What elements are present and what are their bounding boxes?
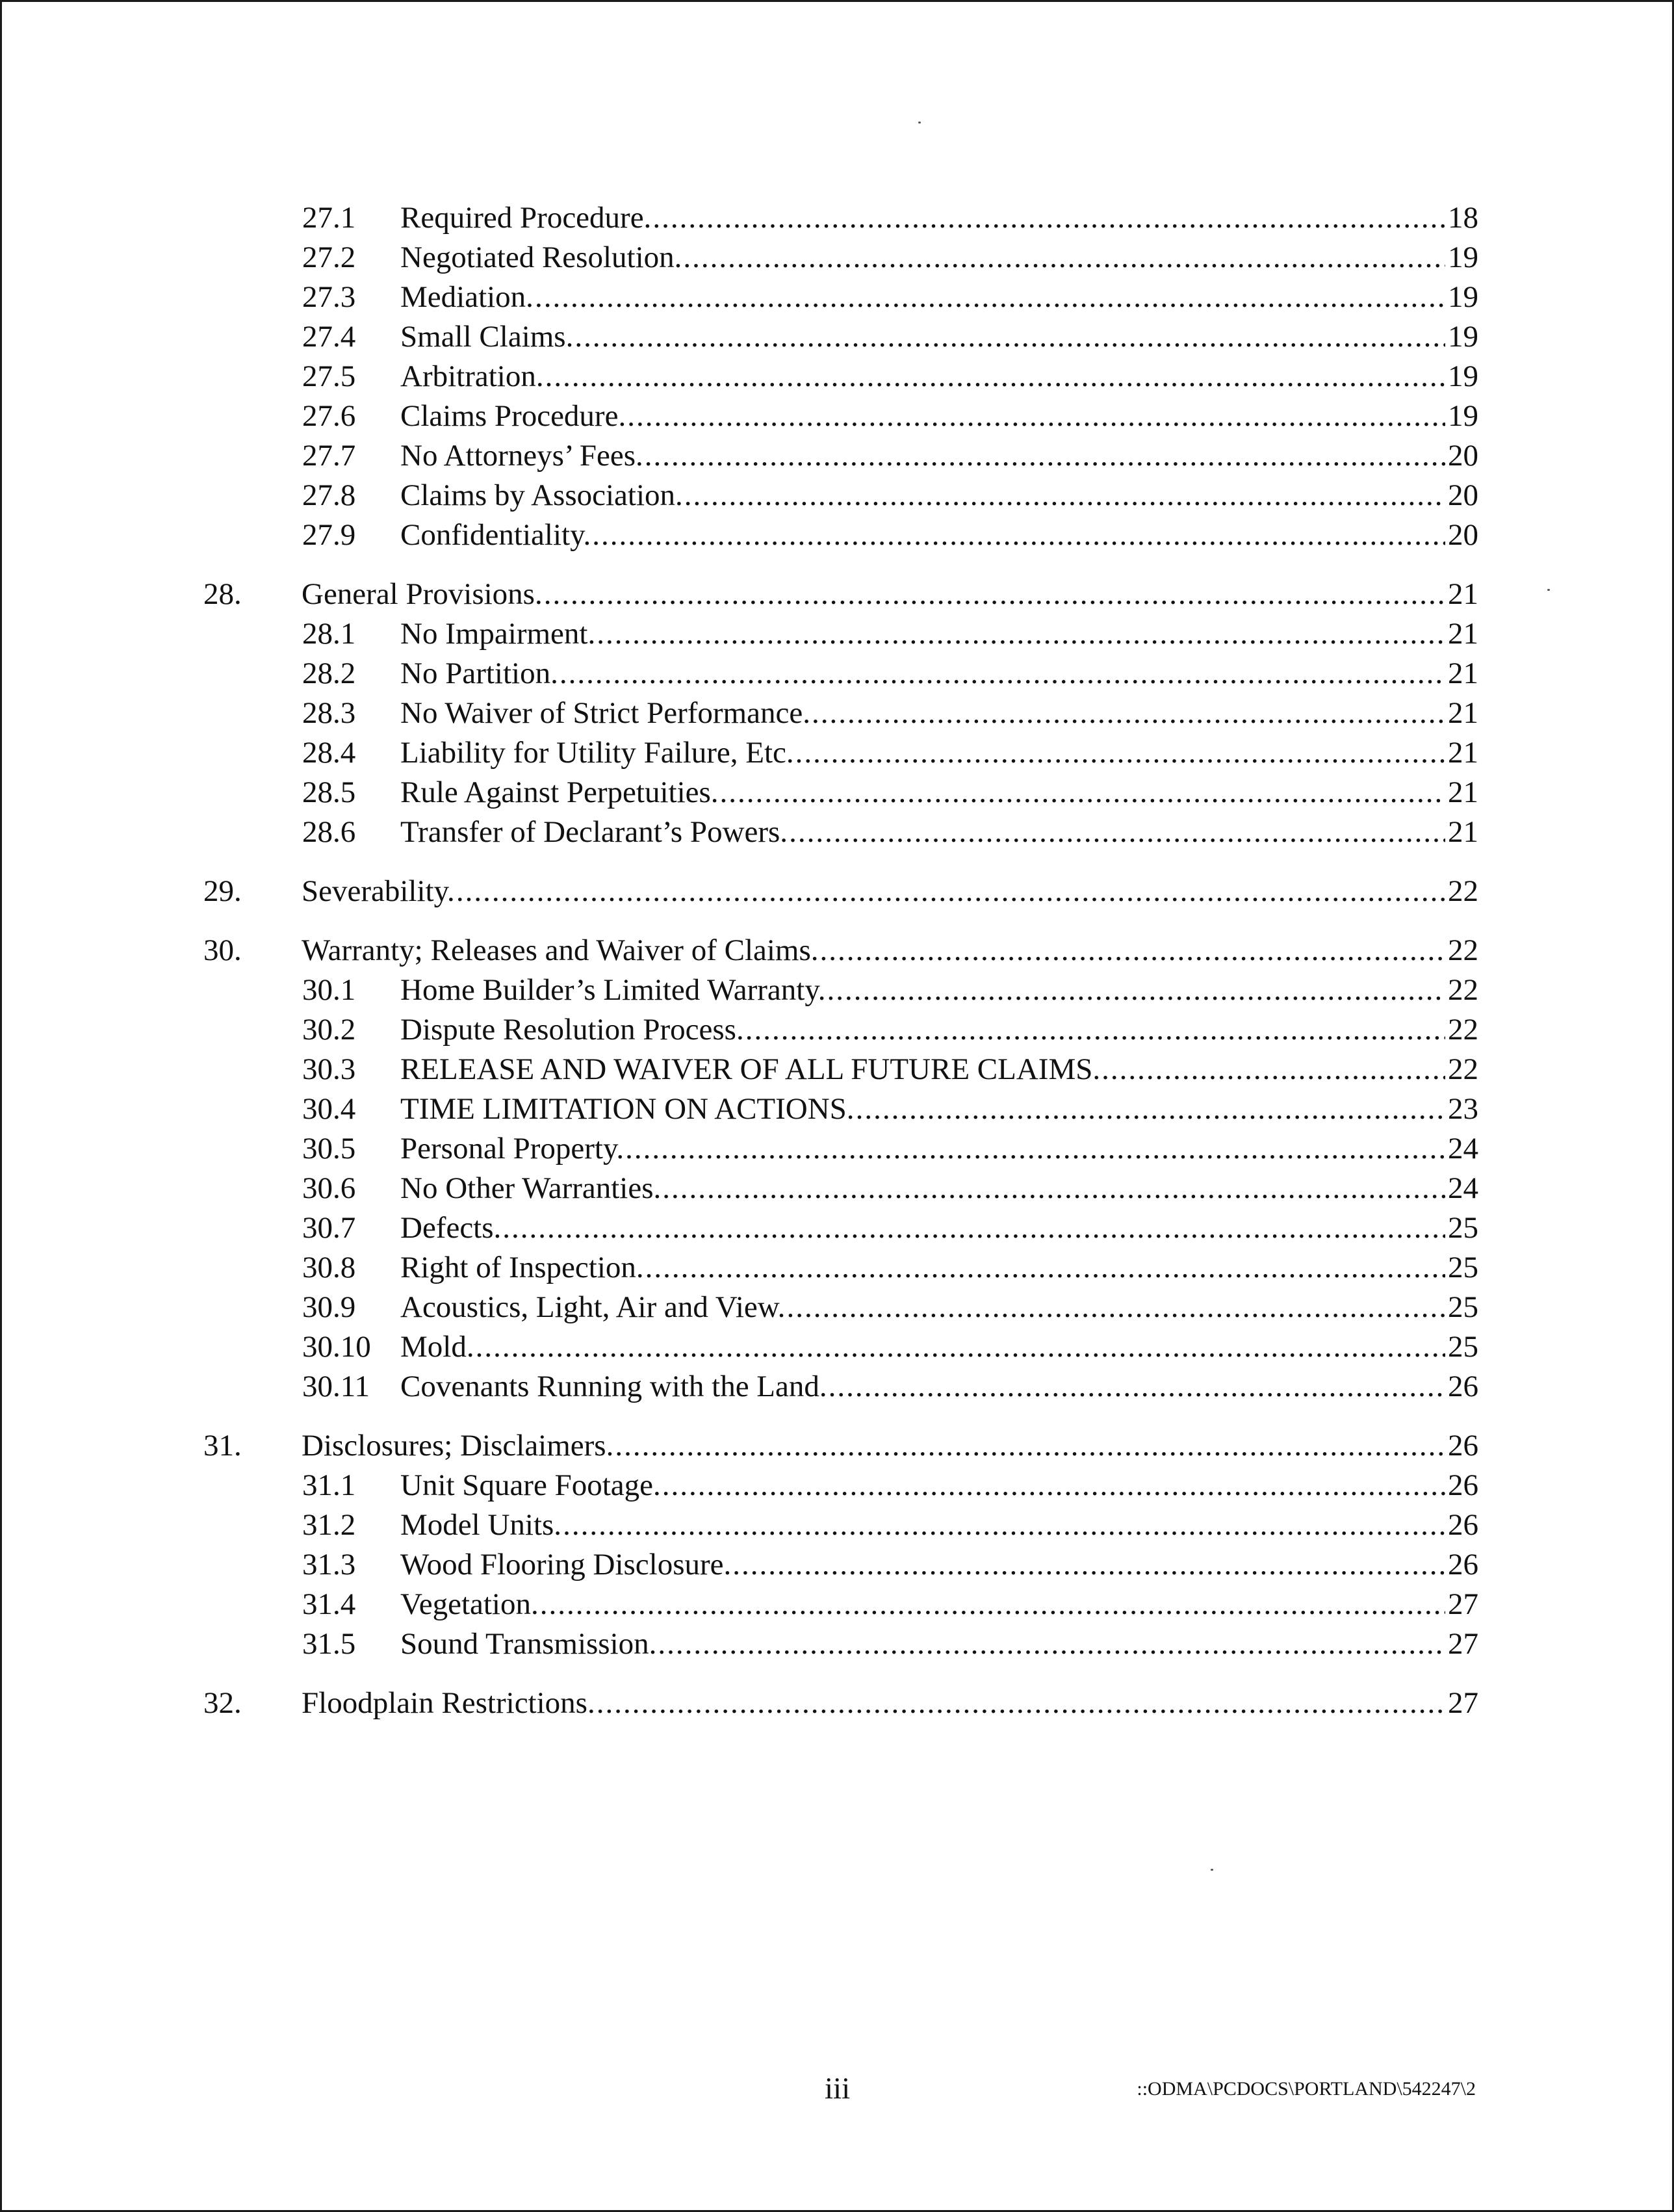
toc-entry-number: 27.6 [302,399,356,433]
toc-entry-page-number: 19 [1448,280,1478,314]
dot-leader [645,436,1445,476]
footer-document-path: ::ODMA\PCDOCS\PORTLAND\542247\2 [1137,2078,1476,2100]
toc-entry-leader-line [302,1426,1478,1466]
toc-entry-page-number: 21 [1448,815,1478,849]
toc-subsection-entry [2,773,1674,813]
toc-entry-title: Warranty; Releases and Waiver of Claims. [302,933,819,967]
toc-entry-number: 31.3 [302,1548,356,1581]
toc-entry-page-number: 19 [1448,399,1478,433]
toc-subsection-entry [2,198,1674,238]
toc-entry-title: General Provisions. [302,577,543,611]
dot-leader [827,970,1445,1010]
toc-section-entry [2,931,1674,970]
toc-entry-page-number: 24 [1448,1171,1478,1205]
toc-entry-title: Covenants Running with the Land. [400,1370,827,1403]
toc-entry-number: 27.5 [302,359,356,393]
toc-entry-leader-line [400,1288,1478,1327]
toc-entry-page-number: 22 [1448,1052,1478,1086]
toc-entry-page-number: 22 [1448,1013,1478,1047]
toc-section [2,872,1674,911]
toc-entry-page-number: 26 [1448,1548,1478,1581]
toc-section-entry [2,1426,1674,1466]
toc-entry-number: 31.1 [302,1468,356,1502]
toc-entry-number: 30.11 [302,1370,370,1403]
dot-leader [820,931,1445,970]
toc-entry-title: Unit Square Footage. [400,1468,661,1502]
toc-entry-title: Disclosures; Disclaimers. [302,1429,614,1463]
toc-entry-page-number: 27 [1448,1627,1478,1661]
toc-entry-number: 28. [203,577,242,611]
dot-leader [597,614,1445,654]
toc-entry-page-number: 27 [1448,1686,1478,1720]
toc-subsection-entry [2,1624,1674,1664]
toc-entry-page-number: 22 [1448,973,1478,1007]
toc-entry-title: Wood Flooring Disclosure. [400,1548,732,1581]
toc-subsection-entry [2,1169,1674,1208]
toc-entry-leader-line [400,1129,1478,1169]
toc-entry-number: 27.4 [302,320,356,354]
dot-leader [545,357,1445,397]
dot-leader [789,813,1445,852]
toc-entry-leader-line [302,575,1478,614]
toc-entry-page-number: 21 [1448,736,1478,770]
toc-entry-page-number: 25 [1448,1211,1478,1245]
toc-entry-number: 28.5 [302,775,356,809]
toc-entry-page-number: 26 [1448,1370,1478,1403]
toc-section [2,198,1674,555]
toc-entry-number: 30.8 [302,1251,356,1284]
toc-entry-title: No Attorneys’ Fees. [400,439,643,473]
toc-section [2,1684,1674,1723]
toc-entry-title: No Impairment. [400,617,596,651]
toc-entry-page-number: 21 [1448,696,1478,730]
dot-leader [502,1208,1445,1248]
dot-leader [652,198,1445,238]
toc-subsection-entry [2,1585,1674,1624]
toc-entry-leader-line [400,773,1478,813]
dot-leader [615,1426,1445,1466]
toc-entry-number: 28.4 [302,736,356,770]
toc-entry-number: 27.7 [302,439,356,473]
toc-entry-page-number: 26 [1448,1429,1478,1463]
dot-leader [535,278,1445,317]
toc-entry-page-number: 19 [1448,241,1478,274]
toc-entry-leader-line [400,198,1478,238]
toc-entry-number: 31.5 [302,1627,356,1661]
toc-entry-page-number: 23 [1448,1092,1478,1126]
dot-leader [645,1248,1445,1288]
toc-entry-number: 27.9 [302,518,356,552]
toc-entry-number: 30.4 [302,1092,356,1126]
toc-subsection-entry [2,1129,1674,1169]
toc-entry-leader-line [400,436,1478,476]
toc-entry-number: 30. [203,933,242,967]
dot-leader [786,1288,1445,1327]
toc-entry-title: Right of Inspection. [400,1251,644,1284]
toc-entry-number: 27.2 [302,241,356,274]
dot-leader [745,1010,1445,1050]
toc-entry-leader-line [400,278,1478,317]
toc-subsection-entry [2,1288,1674,1327]
toc-entry-number: 30.5 [302,1132,356,1165]
dot-leader [574,317,1445,357]
dot-leader [829,1367,1445,1407]
toc-entry-leader-line [400,1089,1478,1129]
toc-entry-number: 30.9 [302,1290,356,1324]
toc-entry-title: Mold. [400,1330,474,1364]
toc-entry-page-number: 21 [1448,657,1478,690]
toc-subsection-entry [2,1248,1674,1288]
toc-subsection-entry [2,1089,1674,1129]
toc-entry-page-number: 22 [1448,933,1478,967]
toc-entry-leader-line [400,317,1478,357]
toc-entry-title: Confidentiality. [400,518,591,552]
toc-entry-title: Acoustics, Light, Air and View. [400,1290,786,1324]
toc-section-entry [2,872,1674,911]
toc-entry-leader-line [400,397,1478,436]
toc-entry-number: 29. [203,874,242,908]
toc-entry-title: Mediation. [400,280,534,314]
toc-entry-leader-line [400,1505,1478,1545]
dot-leader [540,1585,1445,1624]
toc-entry-leader-line [400,1327,1478,1367]
toc-subsection-entry [2,813,1674,852]
toc-entry-number: 30.7 [302,1211,356,1245]
toc-entry-number: 30.6 [302,1171,356,1205]
toc-entry-number: 27.3 [302,280,356,314]
toc-entry-page-number: 20 [1448,439,1478,473]
dot-leader [476,1327,1445,1367]
toc-entry-title: Small Claims. [400,320,574,354]
dot-leader [658,1624,1445,1664]
toc-entry-number: 30.1 [302,973,356,1007]
toc-entry-number: 28.3 [302,696,356,730]
toc-subsection-entry [2,238,1674,278]
toc-entry-title: Defects. [400,1211,502,1245]
toc-entry-number: 31. [203,1429,242,1463]
toc-entry-leader-line [400,1208,1478,1248]
toc-subsection-entry [2,1010,1674,1050]
toc-subsection-entry [2,515,1674,555]
toc-entry-number: 31.2 [302,1508,356,1542]
toc-entry-page-number: 25 [1448,1251,1478,1284]
toc-entry-leader-line [400,694,1478,733]
toc-entry-number: 28.2 [302,657,356,690]
toc-entry-page-number: 21 [1448,577,1478,611]
toc-entry-page-number: 22 [1448,874,1478,908]
toc-entry-leader-line [400,654,1478,694]
toc-entry-page-number: 26 [1448,1468,1478,1502]
toc-entry-title: Required Procedure. [400,201,652,235]
toc-entry-title: Severability. [302,874,455,908]
toc-entry-leader-line [400,1585,1478,1624]
toc-entry-title: Claims Procedure. [400,399,626,433]
toc-entry-leader-line [302,1684,1478,1723]
dot-leader [597,1684,1445,1723]
toc-entry-page-number: 25 [1448,1330,1478,1364]
toc-entry-title: No Waiver of Strict Performance. [400,696,810,730]
toc-entry-leader-line [400,1466,1478,1505]
toc-entry-leader-line [400,1248,1478,1288]
toc-section-entry [2,1684,1674,1723]
toc-entry-number: 28.6 [302,815,356,849]
toc-entry-title: Personal Property. [400,1132,625,1165]
toc-entry-number: 28.1 [302,617,356,651]
dot-leader [563,1505,1445,1545]
toc-entry-title: Transfer of Declarant’s Powers. [400,815,788,849]
toc-subsection-entry [2,1208,1674,1248]
toc-entry-leader-line [400,1545,1478,1585]
toc-entry-leader-line [400,614,1478,654]
toc-entry-number: 30.2 [302,1013,356,1047]
toc-entry-leader-line [400,733,1478,773]
scan-speck [918,122,921,124]
toc-entry-title: Floodplain Restrictions. [302,1686,595,1720]
toc-section [2,1426,1674,1664]
toc-entry-leader-line [400,1624,1478,1664]
toc-entry-leader-line [400,238,1478,278]
dot-leader [560,654,1445,694]
toc-entry-title: Home Builder’s Limited Warranty. [400,973,826,1007]
toc-section [2,575,1674,852]
dot-leader [627,397,1445,436]
toc-subsection-entry [2,1050,1674,1089]
toc-entry-title: Model Units. [400,1508,562,1542]
toc-subsection-entry [2,733,1674,773]
dot-leader [732,1545,1445,1585]
dot-leader [662,1169,1445,1208]
toc-entry-page-number: 21 [1448,617,1478,651]
toc-entry-page-number: 21 [1448,775,1478,809]
toc-subsection-entry [2,614,1674,654]
toc-entry-number: 30.10 [302,1330,371,1364]
toc-entry-title: Arbitration. [400,359,544,393]
dot-leader [683,238,1445,278]
toc-entry-title: No Partition. [400,657,558,690]
toc-entry-leader-line [400,1367,1478,1407]
toc-entry-page-number: 20 [1448,478,1478,512]
toc-entry-leader-line [400,476,1478,515]
toc-subsection-entry [2,397,1674,436]
toc-subsection-entry [2,278,1674,317]
dot-leader [1101,1050,1445,1089]
toc-subsection-entry [2,1327,1674,1367]
dot-leader [684,476,1445,515]
dot-leader [456,872,1445,911]
toc-subsection-entry [2,1466,1674,1505]
toc-entry-title: Claims by Association. [400,478,683,512]
toc-subsection-entry [2,970,1674,1010]
toc-entry-title: Rule Against Perpetuities. [400,775,719,809]
toc-entry-page-number: 19 [1448,320,1478,354]
toc-subsection-entry [2,436,1674,476]
toc-entry-leader-line [400,1169,1478,1208]
toc-subsection-entry [2,476,1674,515]
toc-section [2,931,1674,1407]
toc-entry-leader-line [302,931,1478,970]
scan-speck [1211,1869,1213,1871]
toc-entry-page-number: 27 [1448,1587,1478,1621]
dot-leader [720,773,1445,813]
toc-entry-title: No Other Warranties. [400,1171,662,1205]
toc-entry-page-number: 20 [1448,518,1478,552]
toc-entry-title: Sound Transmission. [400,1627,657,1661]
toc-subsection-entry [2,317,1674,357]
toc-entry-leader-line [400,1010,1478,1050]
toc-entry-leader-line [400,1050,1478,1089]
toc-entry-leader-line [400,813,1478,852]
dot-leader [544,575,1445,614]
dot-leader [592,515,1445,555]
dot-leader [812,694,1445,733]
toc-entry-title: Negotiated Resolution. [400,241,682,274]
table-of-contents [2,198,1674,1743]
toc-subsection-entry [2,1545,1674,1585]
toc-entry-title: Dispute Resolution Process. [400,1013,744,1047]
toc-subsection-entry [2,1367,1674,1407]
dot-leader [795,733,1445,773]
toc-entry-page-number: 25 [1448,1290,1478,1324]
toc-entry-number: 31.4 [302,1587,356,1621]
toc-subsection-entry [2,357,1674,397]
footer-page-number: iii [825,2072,851,2105]
toc-entry-title: Liability for Utility Failure, Etc. [400,736,794,770]
toc-entry-leader-line [400,515,1478,555]
dot-leader [662,1466,1445,1505]
toc-subsection-entry [2,654,1674,694]
toc-entry-title: RELEASE AND WAIVER OF ALL FUTURE CLAIMS. [400,1052,1101,1086]
toc-entry-leader-line [302,872,1478,911]
toc-entry-page-number: 24 [1448,1132,1478,1165]
toc-entry-page-number: 26 [1448,1508,1478,1542]
dot-leader [856,1089,1445,1129]
toc-entry-page-number: 19 [1448,359,1478,393]
toc-entry-number: 27.8 [302,478,356,512]
toc-subsection-entry [2,694,1674,733]
toc-entry-page-number: 18 [1448,201,1478,235]
toc-entry-leader-line [400,357,1478,397]
toc-entry-title: Vegetation. [400,1587,539,1621]
toc-entry-number: 27.1 [302,201,356,235]
toc-subsection-entry [2,1505,1674,1545]
toc-entry-number: 32. [203,1686,242,1720]
toc-entry-number: 30.3 [302,1052,356,1086]
toc-entry-title: TIME LIMITATION ON ACTIONS. [400,1092,855,1126]
dot-leader [625,1129,1445,1169]
toc-entry-leader-line [400,970,1478,1010]
toc-section-entry [2,575,1674,614]
